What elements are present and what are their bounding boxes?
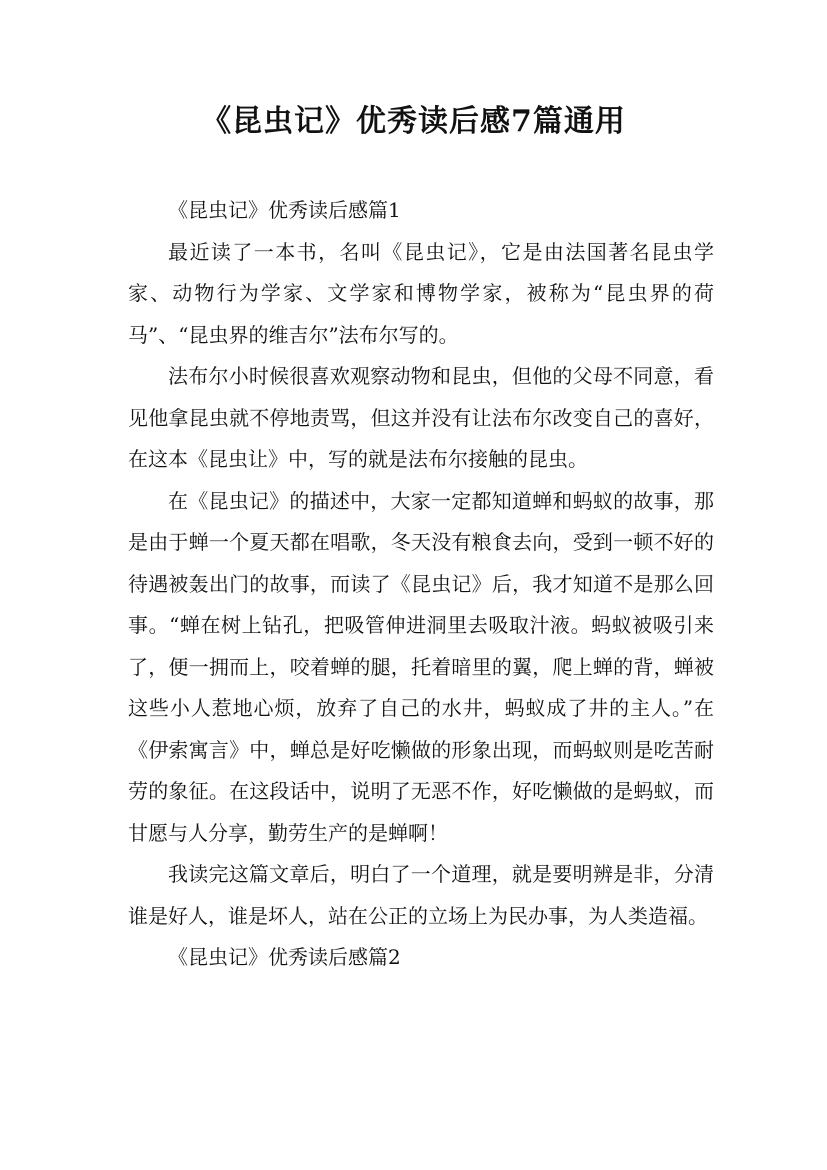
document-body [128,190,714,979]
document-title: 《昆虫记》优秀读后感7篇通用 [201,104,626,139]
paragraph-4: 我读完这篇文章后，明白了一个道理，就是要明辨是非，分清谁是好人，谁是坏人，站在公正的立场上为民办事，为人类造福。 [128,862,714,928]
paragraph-3: 在《昆虫记》的描述中，大家一定都知道蝉和蚂蚁的故事，那是由于蝉一个夏天都在唱歌，冬天没有粮食去向，受到一顿不好的待遇被轰出门的故事，而读了《昆虫记》后，我才知道不是那么回事。“蝉在树上钻孔，把吸管伸进洞里去吸取汁液。蚂蚁被吸引来了，便一拥而上，咬着蝉的腿，托着暗里的翼，爬上蝉的背，蝉被这些小人惹地心烦，放弃了自己的水井，蚂蚁成了井的主人。”在《伊索寓言》中，蝉总是好吃懒做的形象出现，而蚂蚁则是吃苦耐劳的象征。在这段话中，说明了无恶不作，好吃懒做的是蚂蚁，而甘愿与人分享，勤劳生产的是蝉啊！ [128,488,714,845]
section-heading-1: 《昆虫记》优秀读后感篇1 [168,198,401,222]
paragraph-2: 法布尔小时候很喜欢观察动物和昆虫，但他的父母不同意，看见他拿昆虫就不停地责骂，但这并没有让法布尔改变自己的喜好，在这本《昆虫让》中，写的就是法布尔接触的昆虫。 [128,364,714,471]
section-heading-2: 《昆虫记》优秀读后感篇2 [168,945,401,969]
paragraph-1: 最近读了一本书，名叫《昆虫记》，它是由法国著名昆虫学家、动物行为学家、文学家和博物学家，被称为“昆虫界的荷马”、“昆虫界的维吉尔”法布尔写的。 [128,239,714,347]
